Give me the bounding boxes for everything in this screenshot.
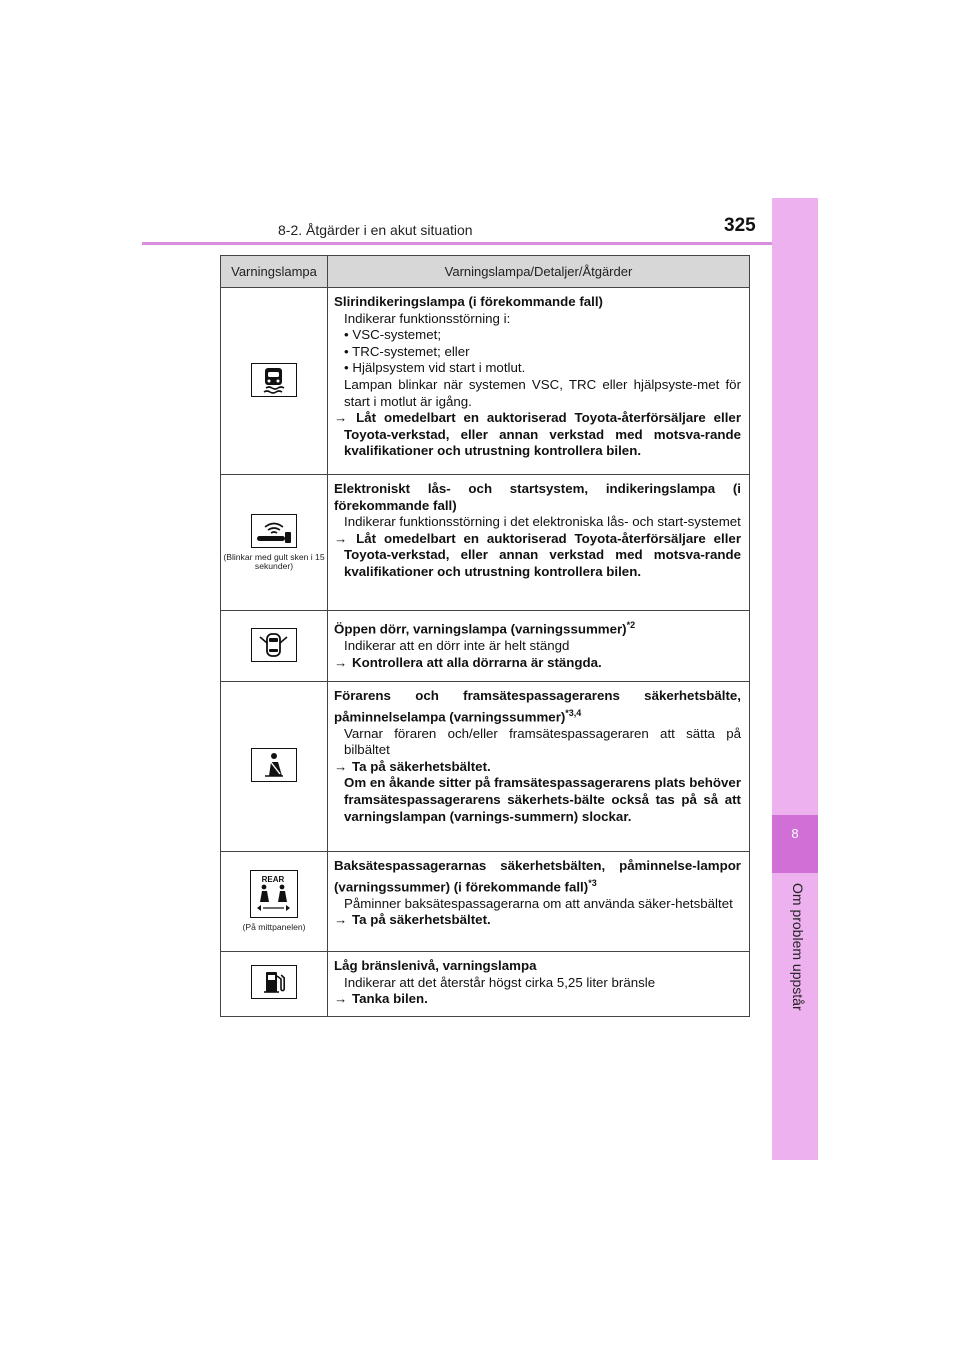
row-description: Indikerar att en dörr inte är helt stängd [344, 638, 570, 654]
open-door-icon [251, 628, 297, 662]
row-description: Varnar föraren och/eller framsätespassageraren att sätta på bilbältet [344, 725, 741, 758]
rear-seatbelt-icon [250, 870, 298, 918]
arrow-icon: → [334, 912, 348, 928]
row-action-detail: Om en åkande sitter på framsätespassagerarens plats behöver framsätespassagerarens säkerhets-bälte också tas på så att varningslampan (varnings-summern) slockar. [344, 775, 741, 824]
row-action: → Ta på säkerhetsbältet. [334, 758, 491, 774]
details-cell [328, 475, 750, 611]
arrow-icon: → [334, 530, 348, 546]
row-title: Låg bränslenivå, varningslampa [334, 958, 537, 973]
fuel-pump-icon [251, 965, 297, 999]
row-description-2: Lampan blinkar när systemen VSC, TRC eller hjälpsyste-met för start i motlut är igång. [344, 376, 741, 409]
chapter-side-tab [772, 198, 818, 1160]
bullet-item: • Hjälpsystem vid start i motlut. [344, 360, 526, 376]
icon-cell [221, 952, 328, 1017]
footnote-ref: *3,4 [565, 707, 582, 718]
chapter-number-box [772, 815, 818, 873]
seatbelt-icon [251, 748, 297, 782]
column-header-light: Varningslampa [221, 256, 328, 288]
bullet-item: • TRC-systemet; eller [344, 343, 470, 359]
bullet-item: • VSC-systemet; [344, 327, 442, 343]
arrow-icon: → [334, 991, 348, 1007]
footnote-ref: *2 [626, 620, 636, 630]
row-action: → Låt omedelbart en auktoriserad Toyota-återförsäljare eller Toyota-verkstad, eller annan verkstad med motsva-rande kvalifikationer och utrustning kontrollera bilen. [334, 530, 741, 579]
details-cell [328, 611, 750, 682]
arrow-icon: → [334, 654, 348, 670]
row-title: Öppen dörr, varningslampa (varningssummer)$^{*2}$ [334, 620, 636, 637]
row-action: → Tanka bilen. [334, 991, 428, 1007]
chapter-label: Om problem uppstår [790, 883, 806, 1011]
row-action: → Låt omedelbart en auktoriserad Toyota-återförsäljare eller Toyota-verkstad, eller annan verkstad med motsva-rande kvalifikationer och utrustning kontrollera bilen. [334, 410, 741, 459]
icon-cell [221, 611, 328, 682]
rear-icon-label: REAR [261, 875, 285, 885]
table-row [221, 611, 750, 682]
row-description: Indikerar att det återstår högst cirka 5,25 liter bränsle [344, 974, 656, 990]
arrow-icon: → [334, 410, 348, 426]
column-header-details: Varningslampa/Detaljer/Åtgärder [328, 256, 750, 288]
icon-cell [221, 288, 328, 475]
row-action: → Ta på säkerhetsbältet. [334, 912, 491, 928]
row-action: → Kontrollera att alla dörrarna är stängda. [334, 654, 602, 670]
table-row [221, 852, 750, 952]
row-title: Förarens och framsätespassagerarens säkerhetsbälte, påminnelselampa (varningssummer)$^{*3,4}$ [334, 688, 741, 725]
details-cell [328, 952, 750, 1017]
header-rule [142, 242, 790, 245]
table-row [221, 682, 750, 852]
footnote-ref: *3 [588, 877, 597, 888]
icon-cell [221, 475, 328, 611]
row-title: Elektroniskt lås- och startsystem, indikeringslampa (i förekommande fall) [334, 481, 741, 513]
row-description: Indikerar funktionsstörning i det elektroniska lås- och start-systemet [344, 514, 741, 530]
smart-key-icon [251, 514, 297, 548]
slip-indicator-icon [251, 363, 297, 397]
row-description: Påminner baksätespassagerarna om att använda säker-hetsbältet [344, 895, 733, 911]
table-row [221, 952, 750, 1017]
table-header-row [221, 256, 750, 288]
table-row [221, 288, 750, 475]
page-number: 325 [724, 215, 756, 236]
section-title: 8-2. Åtgärder i en akut situation [278, 222, 473, 238]
icon-cell [221, 852, 328, 952]
details-cell [328, 682, 750, 852]
icon-cell [221, 682, 328, 852]
row-description: Indikerar funktionsstörning i: [344, 310, 511, 326]
row-title: Slirindikeringslampa (i förekommande fall) [334, 294, 603, 309]
row-title: Baksätespassagerarnas säkerhetsbälten, påminnelse-lampor (varningssummer) (i förekommande fall)$^{*3}$ [334, 858, 741, 895]
details-cell [328, 852, 750, 952]
table-row [221, 475, 750, 611]
icon-caption: (Blinkar med gult sken i 15 sekunder) [223, 551, 325, 571]
chapter-number: 8 [791, 826, 799, 841]
details-cell [328, 288, 750, 475]
warning-lights-table [220, 255, 750, 1017]
icon-caption: (På mittpanelen) [242, 922, 306, 933]
arrow-icon: → [334, 758, 348, 774]
